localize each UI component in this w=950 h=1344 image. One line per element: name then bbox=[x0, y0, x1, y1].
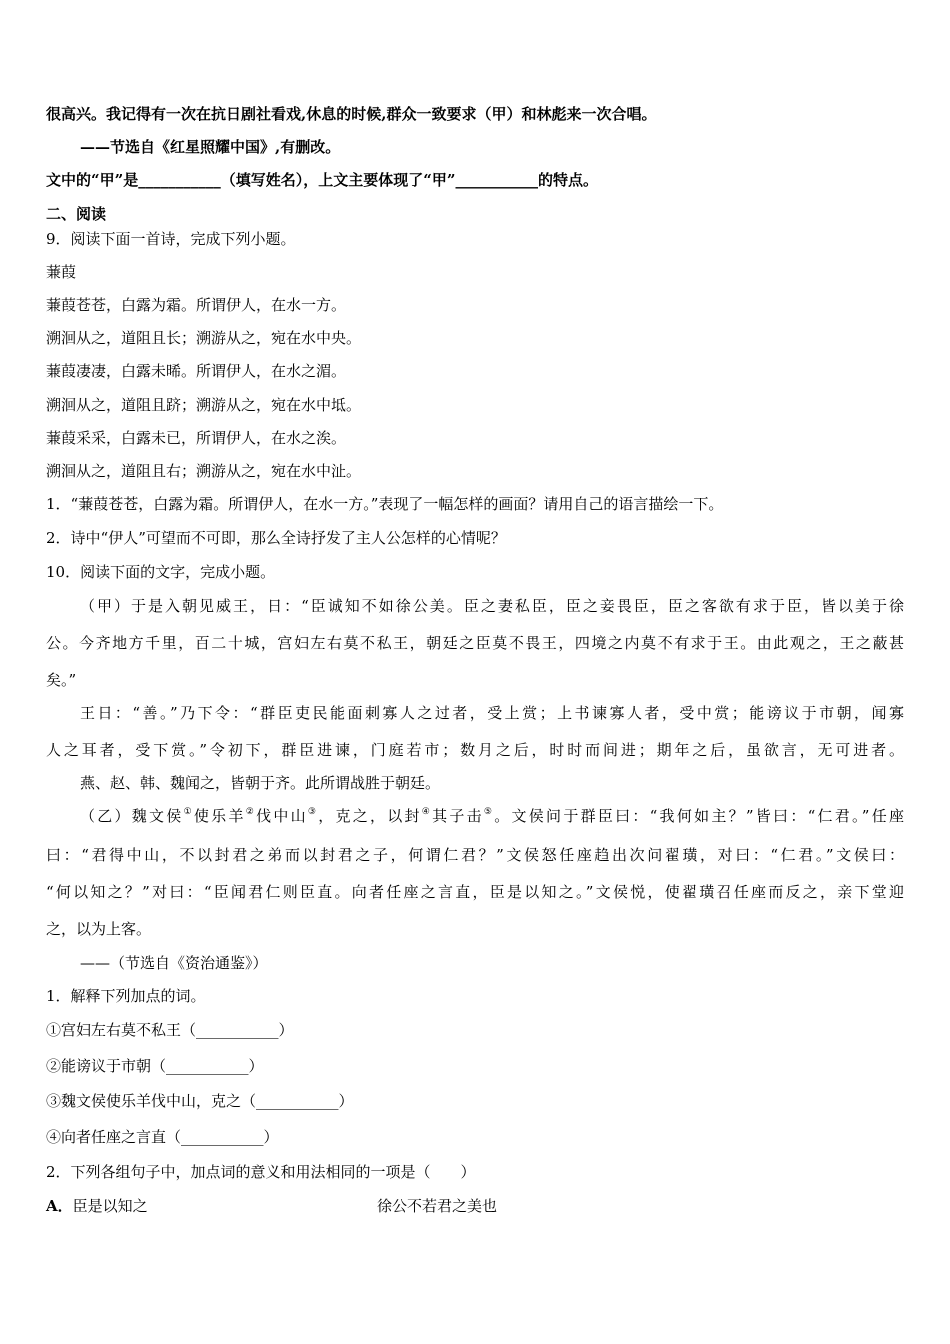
prev-question: 文中的“甲”是___________（填写姓名），上文主要体现了“甲”___________的特点。 bbox=[46, 171, 599, 189]
option-a bbox=[46, 1196, 906, 1216]
section-title: 二、阅读 bbox=[46, 205, 107, 223]
sub1-item: ④向者任座之言直（___________） bbox=[46, 1128, 279, 1146]
passage-jia-line: 矣。” bbox=[46, 671, 77, 689]
passage-yi-line: “何以知之？”对曰：“臣闻君仁则臣直。向者任座之言直，臣是以知之。”文侯悦，使翟璜召任座而反之，亲下堂迎 bbox=[46, 883, 904, 901]
q9-sub1: 1．“蒹葭苍苍，白露为霜。所谓伊人，在水一方。”表现了一幅怎样的画面？请用自己的语言描绘一下。 bbox=[46, 495, 724, 513]
poem-line: 溯洄从之，道阻且跻；溯游从之，宛在水中坻。 bbox=[46, 396, 362, 414]
poem-title: 蒹葭 bbox=[46, 263, 77, 281]
q10-sub2: 2．下列各组句子中，加点词的意义和用法相同的一项是（ ） bbox=[46, 1163, 476, 1181]
passage-yi-line: 曰：“君得中山，不以封君之弟而以封君之子，何谓仁君？”文侯怒任座趋出次问翟璜，对曰：“仁君。”文侯曰： bbox=[46, 846, 904, 864]
passage-yi-line: 之，以为上客。 bbox=[46, 920, 152, 938]
passage-yi-first-line: （乙）魏文侯①使乐羊②伐中山③，克之，以封④其子击⑤。文侯问于群臣曰：“我何如主？”皆曰：“仁君。”任座 bbox=[80, 807, 904, 825]
sub1-item: ②能谤议于市朝（___________） bbox=[46, 1057, 264, 1075]
poem-line: 溯洄从之，道阻且长；溯游从之，宛在水中央。 bbox=[46, 329, 362, 347]
option-a-left: 臣是以知之 bbox=[72, 1197, 148, 1215]
footnote-marker: ④ bbox=[421, 807, 433, 817]
sub1-item: ①宫妇左右莫不私王（___________） bbox=[46, 1021, 294, 1039]
q10-sub1: 1．解释下列加点的词。 bbox=[46, 987, 206, 1005]
prev-source: ——节选自《红星照耀中国》,有删改。 bbox=[80, 138, 341, 156]
poem-line: 蒹葭苍苍，白露为霜。所谓伊人，在水一方。 bbox=[46, 296, 347, 314]
option-a-right: 徐公不若君之美也 bbox=[377, 1197, 498, 1215]
poem-line: 蒹葭采采，白露未已，所谓伊人，在水之涘。 bbox=[46, 429, 347, 447]
footnote-marker: ③ bbox=[307, 807, 319, 817]
q9-stem: 9．阅读下面一首诗，完成下列小题。 bbox=[46, 230, 296, 248]
passage-source: ——（节选自《资治通鉴》） bbox=[80, 954, 268, 972]
poem-line: 溯洄从之，道阻且右；溯游从之，宛在水中沚。 bbox=[46, 462, 362, 480]
footnote-marker: ② bbox=[245, 807, 257, 817]
footnote-marker: ① bbox=[183, 807, 194, 817]
q9-sub2: 2．诗中“伊人”可望而不可即，那么全诗抒发了主人公怎样的心情呢？ bbox=[46, 529, 506, 547]
poem-line: 蒹葭凄凄，白露未晞。所谓伊人，在水之湄。 bbox=[46, 362, 347, 380]
sub1-item: ③魏文侯使乐羊伐中山，克之（___________） bbox=[46, 1092, 354, 1110]
q10-stem: 10．阅读下面的文字，完成小题。 bbox=[46, 563, 276, 581]
passage-jia-line: 人之耳者，受下赏。”令初下，群臣进谏，门庭若市；数月之后，时时而间进；期年之后，虽欲言，无可进者。 bbox=[46, 741, 904, 759]
passage-jia-line: （甲）于是入朝见威王，日：“臣诚知不如徐公美。臣之妻私臣，臣之妾畏臣，臣之客欲有求于臣，皆以美于徐 bbox=[80, 597, 904, 615]
passage-jia-line: 燕、赵、韩、魏闻之，皆朝于齐。此所谓战胜于朝廷。 bbox=[80, 774, 441, 792]
prev-passage-line: 很高兴。我记得有一次在抗日剧社看戏,休息的时候,群众一致要求（甲）和林彪来一次合唱。 bbox=[46, 105, 657, 123]
footnote-marker: ⑤ bbox=[483, 807, 495, 817]
option-a-label: A． bbox=[46, 1197, 73, 1215]
passage-jia-line: 公。今齐地方千里，百二十城，宫妇左右莫不私王，朝廷之臣莫不畏王，四境之内莫不有求于王。由此观之，王之蔽甚 bbox=[46, 634, 904, 652]
passage-jia-line: 王日：“善。”乃下令：“群臣吏民能面刺寡人之过者，受上赏；上书谏寡人者，受中赏；能谤议于市朝，闻寡 bbox=[80, 704, 904, 722]
